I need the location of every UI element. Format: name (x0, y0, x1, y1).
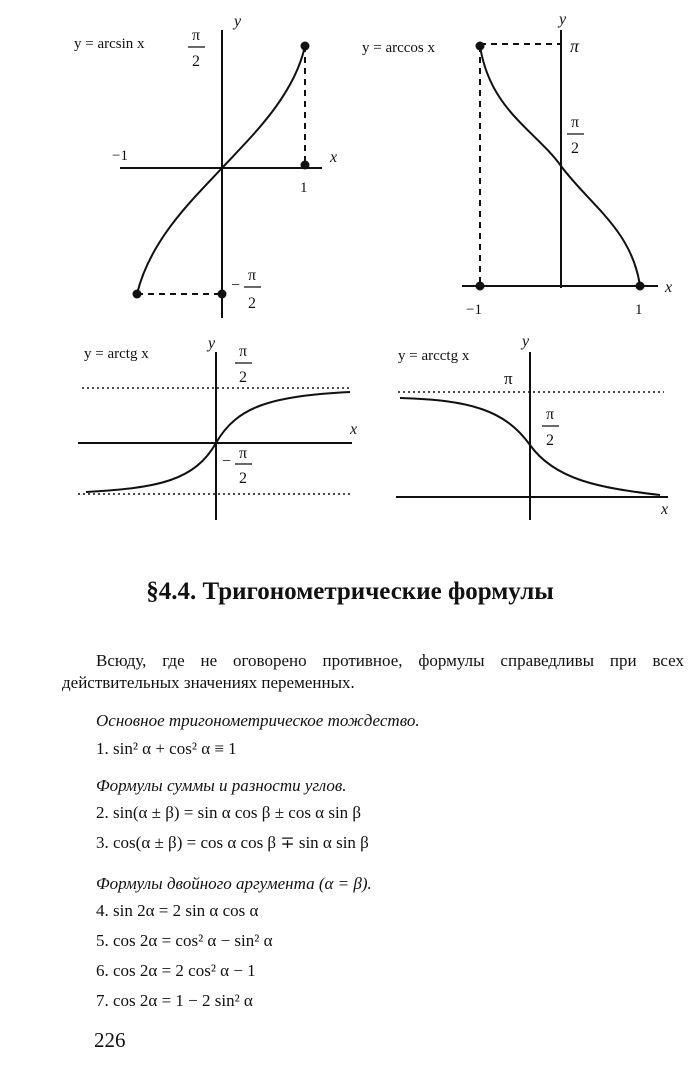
formula-4: 4. sin 2α = 2 sin α cos α (96, 901, 259, 920)
top-num: π (191, 27, 201, 44)
bottom-num: π (238, 445, 248, 462)
mid-den: 2 (571, 140, 579, 157)
group-heading: Формулы двойного аргумента (α = β). (96, 874, 372, 893)
formula-1: 1. sin² α + cos² α ≡ 1 (96, 739, 237, 758)
point-top (301, 42, 310, 51)
formula-2: 2. sin(α ± β) = sin α cos β ± cos α sin β (96, 803, 362, 822)
top-value: π (570, 36, 580, 56)
point-one (636, 282, 645, 291)
y-axis-label: y (208, 335, 216, 352)
point-minus-one (476, 282, 485, 291)
x-axis-label: x (330, 149, 338, 166)
intro-paragraph (62, 650, 684, 694)
identity-group (96, 708, 420, 764)
point-bottom-left (133, 290, 142, 299)
bottom-minus: − (222, 453, 232, 470)
bottom-den: 2 (248, 295, 256, 312)
arcsin-graph (0, 0, 350, 330)
arccos-graph (350, 0, 700, 330)
top-den: 2 (192, 53, 200, 70)
y-axis-label: y (522, 333, 530, 350)
arctg-graph (0, 330, 370, 530)
function-label: y = arcsin x (74, 36, 145, 52)
intro-text: Всюду, где не оговорено противное, формулы справедливы при всех действительных значениях переменных. (62, 651, 684, 692)
formula-7: 7. cos 2α = 1 − 2 sin² α (96, 991, 253, 1010)
top-value: π (504, 369, 513, 388)
left-tick: −1 (466, 302, 482, 318)
formula-6: 6. cos 2α = 2 cos² α − 1 (96, 961, 256, 980)
right-tick: 1 (300, 180, 308, 196)
left-tick: −1 (112, 148, 128, 164)
bottom-num: π (247, 267, 257, 284)
function-label: y = arcctg x (398, 348, 470, 364)
point-bottom-axis (218, 290, 227, 299)
point-right (301, 161, 310, 170)
section-title: §4.4. Тригонометрические формулы (146, 578, 554, 605)
bottom-den: 2 (239, 470, 247, 487)
y-axis-label: y (234, 13, 242, 30)
bottom-minus: − (231, 277, 241, 294)
top-num: π (238, 343, 248, 360)
function-label: y = arctg x (84, 346, 149, 362)
x-axis-label: x (350, 421, 358, 438)
x-axis-label: x (661, 501, 669, 518)
formula-5: 5. cos 2α = cos² α − sin² α (96, 931, 273, 950)
double-angle-group (96, 872, 372, 1016)
point-top-left (476, 42, 485, 51)
top-den: 2 (239, 369, 247, 386)
page-number: 226 (94, 1028, 126, 1052)
arcctg-graph (380, 330, 700, 530)
group-heading: Основное тригонометрическое тождество. (96, 711, 420, 730)
mid-den: 2 (546, 432, 554, 449)
group-heading: Формулы суммы и разности углов. (96, 776, 347, 795)
function-label: y = arccos x (362, 40, 436, 56)
sum-difference-group (96, 774, 369, 858)
right-tick: 1 (635, 302, 643, 318)
mid-num: π (570, 114, 580, 131)
formula-3: 3. cos(α ± β) = cos α cos β ∓ sin α sin β (96, 833, 369, 852)
x-axis-label: x (665, 279, 673, 296)
mid-num: π (545, 406, 555, 423)
y-axis-label: y (559, 11, 567, 28)
